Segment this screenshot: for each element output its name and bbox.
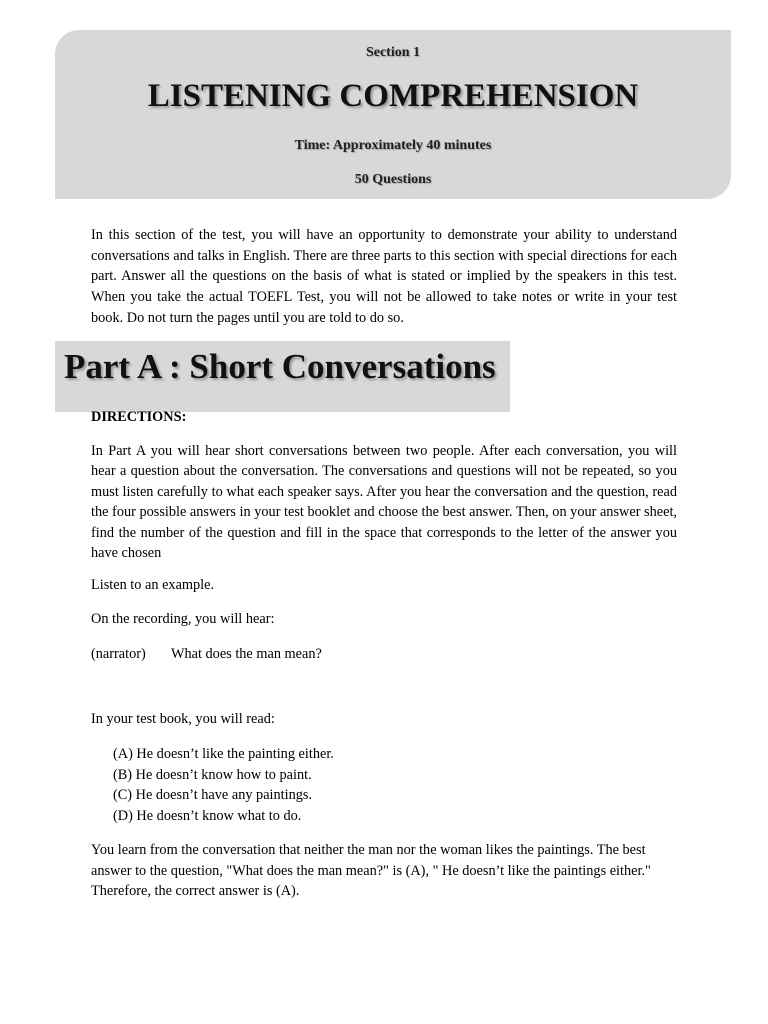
intro-paragraph: In this section of the test, you will have an opportunity to demonstrate your ability to understand conversations and talks in English. There are three parts to this section with special directions for each part. Answer all the questions on the basis of what is stated or implied by the speakers in this test. When you take the actual TOEFL Test, you will not be allowed to take notes or write in your test book. Do not turn the pages until you are told to do so. (91, 227, 677, 326)
narrator-line (91, 646, 322, 663)
part-a-banner (55, 341, 510, 412)
narrator-question: What does the man mean? (171, 646, 322, 662)
directions-paragraph: In Part A you will hear short conversations between two people. After each conversation, you will hear a question about the conversation. The conversations and questions will not be repeated, so you must listen carefully to what each speaker says. After you hear the conversation and the question, read the four possible answers in your test booklet and choose the best answer. Then, on your answer sheet, find the number of the question and fill in the space that corresponds to the letter of the answer you have chosen (91, 443, 677, 562)
answer-option-b: (B) He doesn’t know how to paint. (113, 766, 312, 783)
section-label: Section 1 (365, 45, 421, 60)
answer-option-c: (C) He doesn’t have any paintings. (113, 787, 313, 804)
narrator-speaker: (narrator) (91, 646, 146, 662)
directions-heading: DIRECTIONS: (91, 409, 187, 425)
answer-option-a: (A) He doesn’t like the painting either. (113, 746, 334, 762)
explanation-paragraph: You learn from the conversation that neither the man nor the woman likes the paintings. The best answer to the question, "What does the man mean?" is (A), " He doesn’t like the paintings either." Therefore, the correct answer is (A). (91, 842, 651, 900)
page-title: LISTENING COMPREHENSION (147, 78, 639, 114)
recording-intro: On the recording, you will hear: (91, 611, 275, 627)
section-header-banner (55, 30, 731, 199)
part-title: Part A : Short Conversations (64, 347, 496, 386)
read-intro: In your test book, you will read: (91, 711, 275, 727)
example-intro: Listen to an example. (91, 577, 215, 593)
answer-options (113, 744, 334, 826)
question-count: 50 Questions (354, 172, 432, 187)
time-allowance: Time: Approximately 40 minutes (294, 138, 492, 153)
answer-option-d: (D) He doesn’t know what to do. (113, 807, 302, 824)
